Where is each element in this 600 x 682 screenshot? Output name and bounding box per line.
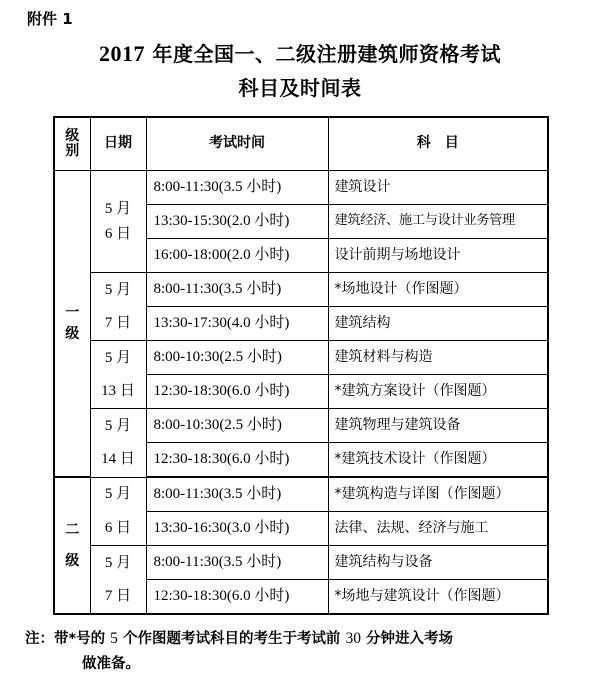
subject-cell: *场地与建筑设计（作图题）: [328, 580, 548, 615]
subject-cell: 建筑物理与建筑设备: [328, 409, 548, 443]
date-cell: 5 月: [90, 546, 146, 580]
header-level: 级 别: [54, 117, 90, 171]
date-cell: 5 月 6 日: [90, 171, 146, 273]
note-line2: 做准备。: [82, 656, 140, 672]
table-row: [54, 171, 548, 205]
table-header-row: [54, 117, 548, 171]
subject-cell: 建筑设计: [328, 171, 548, 205]
table-row: [54, 307, 548, 341]
note-count: 5: [110, 630, 118, 647]
table-row: [54, 477, 548, 512]
note-prefix: 注：带*号的: [25, 631, 111, 647]
time-cell: 8:00-10:30(2.5 小时): [146, 409, 328, 443]
time-cell: 13:30-17:30(4.0 小时): [146, 307, 328, 341]
time-cell: 12:30-18:30(6.0 小时): [146, 580, 328, 615]
date-cell: 14 日: [90, 443, 146, 478]
date-cell: 5 月: [90, 409, 146, 443]
subject-cell: *建筑技术设计（作图题）: [328, 443, 548, 478]
note-middle: 个作图题考试科目的考生于考试前: [117, 631, 346, 647]
time-cell: 8:00-11:30(3.5 小时): [146, 273, 328, 307]
subject-cell: *建筑方案设计（作图题）: [328, 375, 548, 409]
exam-schedule-table: [53, 116, 549, 615]
time-cell: 12:30-18:30(6.0 小时): [146, 443, 328, 478]
date-cell: 5 月: [90, 273, 146, 307]
header-time: 考试时间: [146, 117, 328, 171]
subject-cell: 设计前期与场地设计: [328, 239, 548, 273]
date-cell: 6 日: [90, 512, 146, 546]
time-cell: 8:00-11:30(3.5 小时): [146, 477, 328, 512]
subject-cell: 建筑结构与设备: [328, 546, 548, 580]
table-row: [54, 580, 548, 615]
page-subtitle: 科目及时间表: [238, 76, 362, 100]
title-text: 年度全国一、二级注册建筑师资格考试: [145, 42, 501, 66]
footnote: [25, 626, 585, 677]
time-cell: 12:30-18:30(6.0 小时): [146, 375, 328, 409]
date-cell: 7 日: [90, 307, 146, 341]
level-two-cell: 二 级: [54, 477, 90, 614]
date-cell: 5 月: [90, 477, 146, 512]
time-cell: 13:30-16:30(3.0 小时): [146, 512, 328, 546]
attachment-label: 附件 1: [27, 10, 73, 28]
header-date: 日期: [90, 117, 146, 171]
time-cell: 13:30-15:30(2.0 小时): [146, 205, 328, 239]
table-row: [54, 512, 548, 546]
subject-cell: 建筑经济、施工与设计业务管理: [328, 205, 548, 239]
table-row: [54, 375, 548, 409]
subject-cell: *建筑构造与详图（作图题）: [328, 477, 548, 512]
subject-cell: 建筑结构: [328, 307, 548, 341]
time-cell: 8:00-10:30(2.5 小时): [146, 341, 328, 375]
table-row: [54, 546, 548, 580]
date-cell: 13 日: [90, 375, 146, 409]
page-title: [0, 38, 600, 67]
date-cell: 5 月: [90, 341, 146, 375]
level-one-cell: 一 级: [54, 171, 90, 478]
time-cell: 8:00-11:30(3.5 小时): [146, 546, 328, 580]
note-minutes: 30: [345, 630, 361, 647]
date-cell: 7 日: [90, 580, 146, 615]
table-row: [54, 273, 548, 307]
title-year: 2017: [99, 41, 146, 66]
subject-cell: 建筑材料与构造: [328, 341, 548, 375]
header-subject: 科 目: [328, 117, 548, 171]
table-row: [54, 409, 548, 443]
subject-cell: 法律、法规、经济与施工: [328, 512, 548, 546]
table-row: [54, 443, 548, 478]
table-row: [54, 341, 548, 375]
note-suffix: 分钟进入考场: [361, 631, 454, 647]
subject-cell: *场地设计（作图题）: [328, 273, 548, 307]
time-cell: 16:00-18:00(2.0 小时): [146, 239, 328, 273]
time-cell: 8:00-11:30(3.5 小时): [146, 171, 328, 205]
